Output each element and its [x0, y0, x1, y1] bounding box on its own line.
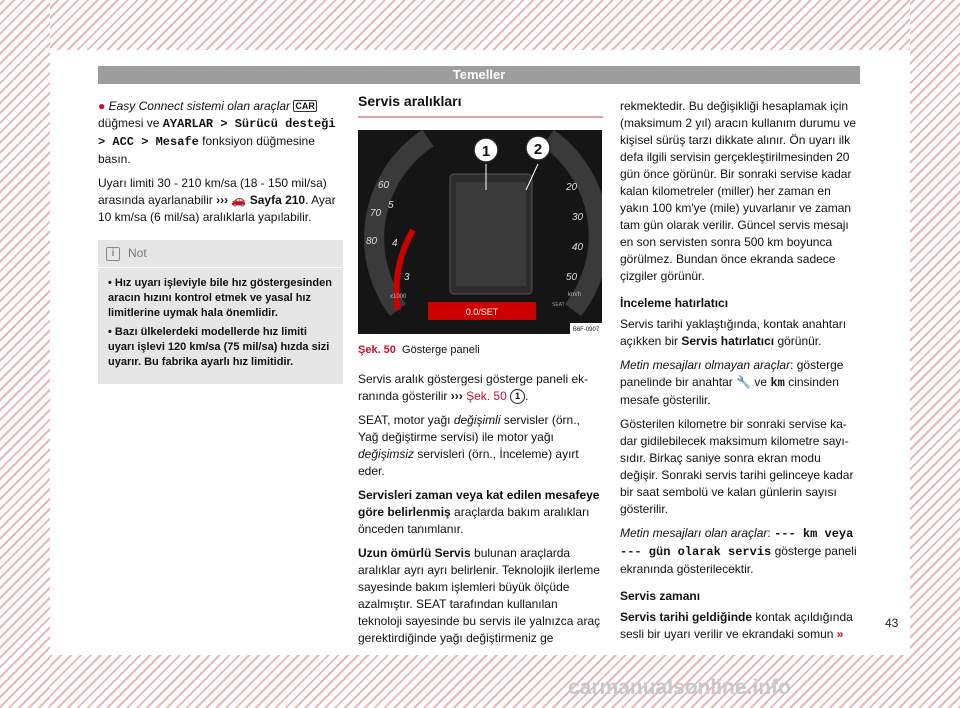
- note-item: • Hız uyarı işleviyle bile hız göstergesinden aracın hızını kontrol etmek ve yasal hız limitlerine uymak hala önemlidir.: [108, 277, 332, 319]
- decorative-border-right: [910, 0, 960, 708]
- note-header: [98, 240, 343, 268]
- decorative-border-top: [0, 0, 960, 50]
- paragraph-reminder: Servis tarihi yaklaştığında, kontak anahtarı açıkken bir Servis hatırlatıcı görünür.: [620, 317, 847, 348]
- page-header: Temeller: [98, 66, 860, 84]
- paragraph-fixed-intervals: Servisleri zaman veya kat edilen mesafeye göre belirlenmiş araçlarda bakım aralıkları önceden tanımlanır.: [358, 488, 600, 536]
- note-item: • Bazı ülkelerdeki modellerde hız limiti uyarı işlevi 120 km/sa (75 mil/sa) hızda sizi uyarır. Bu fabrika ayarlı hız limitidir.: [108, 326, 330, 368]
- paragraph-easy-connect: ● Easy Connect sistemi olan araçlar CAR düğmesi ve AYARLAR > Sürücü desteği > ACC > Mesafe fonksiyon düğmesine basın.: [98, 99, 336, 166]
- callout-1: 1: [481, 143, 491, 160]
- paragraph-service-display: Servis aralık göstergesi gösterge paneli ekranında gösterilir ››› Şek. 50 1 .: [358, 372, 589, 403]
- paragraph-display-mode: Gösterilen kilometre bir sonraki servise kadar gidilebilecek maksimum kilometre sayısıdır. Birkaç saniye sonra ekran modu değişir. Sonraki servis tarihi gelinceye kadar bir saat sembolü ve kalan günlerin sayısı gösterilir.: [620, 417, 854, 516]
- gauge-unit: km/h: [568, 292, 582, 298]
- figure-caption: [358, 342, 603, 359]
- caption-label: Şek. 50: [358, 344, 396, 356]
- reference-arrow: ›››: [216, 193, 229, 207]
- callout-2: 2: [533, 141, 543, 158]
- paragraph-warning-limit: Uyarı limiti 30 - 210 km/sa (18 - 150 mil/sa) arasında ayarlanabilir ››› 🚗 Sayfa 210. Ayar 10 km/sa (6 mil/sa) aralıklarla yapılabilir.: [98, 176, 336, 224]
- tick-label: 80: [366, 236, 378, 247]
- note-box: [98, 240, 343, 384]
- bullet-icon: ●: [98, 99, 106, 113]
- column-middle: [358, 93, 603, 654]
- tick-label: 70: [370, 208, 382, 219]
- note-title: Not: [128, 246, 147, 260]
- caption-text: Gösterge paneli: [402, 344, 480, 356]
- wrench-icon: 🔧: [736, 375, 752, 389]
- tick-label: 5: [388, 200, 394, 211]
- column-left: [98, 98, 343, 384]
- tick-label: 4: [392, 238, 398, 249]
- paragraph-long-life: Uzun ömürlü Servis bulunan araçlarda aralıklar ayrı ayrı belirlenir. Teknolojik ilerleme sayesinde bakım işlemleri büyük ölçüde azalmıştır. SEAT tarafından kullanılan teknoloji sayesinde bu servis ile yalnızca araç gerektirdiğinde yağı değiştirmeniz ge: [358, 546, 601, 645]
- section-title: Servis aralıkları: [358, 93, 603, 118]
- tick-label: 20: [566, 182, 578, 193]
- tick-label: 30: [572, 212, 584, 223]
- paragraph-with-text-messages: Metin mesajları olan araçlar: --- km veya --- gün olarak servis gösterge paneli ekranında gösterilecektir.: [620, 526, 857, 576]
- watermark: carmanualsonline.info: [568, 676, 791, 699]
- note-list: [98, 276, 343, 370]
- tick-label: 50: [566, 272, 578, 283]
- info-icon: i: [106, 247, 120, 261]
- paragraph-calculation: rekmektedir. Bu değişikliği hesaplamak için (maksimum 2 yıl) aracın kullanım durumu ve kişisel sürüş tarzı dikkate alınır. Ön uyarı ilk defa ilgili servisin gerçekleştirilmesinden 20 gün önce görünür. Bir sonraki servise kadar kalan kilometreler (miller) her zaman en yakın 100 km'ye (mile) yuvarlanır ve zaman tam gün olarak verilir. Güncel servis mesajı en son servisten sonra 500 km boyunca görülmez. Bundan önce ekranda sadece çizgiler görünür.: [620, 99, 857, 283]
- brand-label: SEAT: [552, 302, 565, 308]
- display-readout: 0.0/SET: [465, 307, 499, 317]
- tick-label: 3: [404, 272, 410, 283]
- figure-reference-link[interactable]: Şek. 50: [466, 389, 507, 403]
- decorative-border-bottom: [0, 655, 960, 708]
- reference-arrow: ›››: [450, 389, 463, 403]
- continue-arrow-icon: »: [836, 627, 844, 641]
- paragraph-no-text-messages: Metin mesajları olmayan araçlar: gösterge panelinde bir anahtar 🔧 ve km cinsinden mesafe gösterilir.: [620, 358, 844, 407]
- instrument-panel-figure: [358, 130, 602, 334]
- figure-code: B6F-0907: [572, 327, 600, 333]
- paragraph-service-due: Servis tarihi geldiğinde kontak açıldığında sesli bir uyarı verilir ve ekrandaki somun »: [620, 610, 853, 641]
- subheading-inspection-reminder: İnceleme hatırlatıcı: [620, 296, 729, 310]
- instrument-panel-illustration: [358, 130, 602, 334]
- paragraph-service-types: SEAT, motor yağı değişimli servisler (örn., Yağ değiştirme servisi) ile motor yağı değişimsiz servisleri (örn., İnceleme) ayırt eder.: [358, 413, 580, 478]
- page-reference-link[interactable]: Sayfa 210: [249, 193, 306, 207]
- tick-label: 40: [572, 242, 584, 253]
- text-italic: Easy Connect sistemi olan araçlar: [108, 99, 291, 113]
- subheading-service-time: Servis zamanı: [620, 589, 701, 603]
- page-number: 43: [885, 616, 899, 630]
- menu-path: AYARLAR > Sürücü desteği > ACC > Mesafe: [98, 117, 336, 149]
- tick-label: 60: [378, 180, 390, 191]
- gauge-unit: x1000: [390, 294, 407, 300]
- car-icon: CAR: [295, 101, 315, 111]
- callout-ref-1: 1: [510, 389, 525, 404]
- decorative-border-left: [0, 0, 50, 708]
- column-right: [620, 98, 860, 650]
- car-wrench-icon: 🚗: [231, 193, 247, 207]
